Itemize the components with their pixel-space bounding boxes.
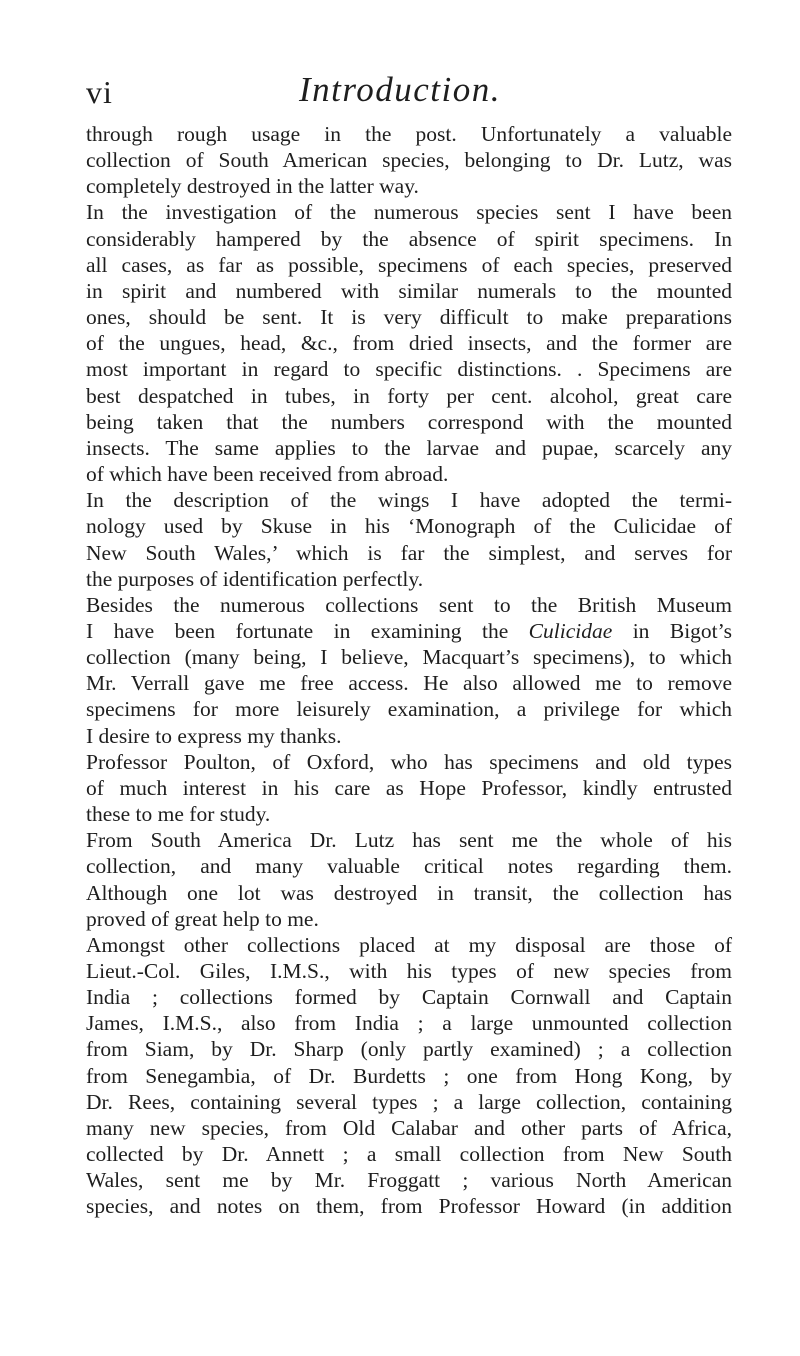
body-text: [86, 121, 732, 1220]
text-line: many new species, from Old Calabar and other parts of Africa,: [86, 1115, 732, 1140]
text-line: specimens for more leisurely examination, a privilege for which: [86, 697, 732, 722]
text-line: From South America Dr. Lutz has sent me the whole of his: [86, 828, 732, 853]
text-line: Professor Poulton, of Oxford, who has specimens and old types: [86, 749, 732, 774]
text-line: Lieut.-Col. Giles, I.M.S., with his types of new species from: [86, 959, 732, 983]
text-line: being taken that the numbers correspond with the mounted: [86, 409, 732, 434]
text-line: Amongst other collections placed at my disposal are those of: [86, 932, 732, 957]
text-line: from Siam, by Dr. Sharp (only partly examined) ; a collection: [86, 1037, 732, 1062]
text-line: New South Wales,’ which is far the simplest, and serves for: [86, 540, 732, 565]
text-line: these to me for study.: [86, 802, 271, 827]
text-line: Wales, sent me by Mr. Froggatt ; various North American: [86, 1168, 732, 1193]
text-fragment: I have been fortunate in examining the: [86, 618, 529, 643]
text-line: from Senegambia, of Dr. Burdetts ; one from Hong Kong, by: [86, 1063, 732, 1088]
text-line: collection, and many valuable critical notes regarding them.: [86, 854, 732, 879]
text-line: species, and notes on them, from Professor Howard (in addition: [86, 1194, 732, 1219]
text-line: considerably hampered by the absence of spirit specimens. In: [86, 226, 732, 251]
paragraph: [86, 827, 732, 932]
text-line: through rough usage in the post. Unfortunately a valuable: [86, 122, 732, 146]
italic-term: Culicidae: [528, 618, 613, 643]
text-line: In the investigation of the numerous species sent I have been: [86, 200, 732, 225]
text-line: [86, 618, 732, 644]
paragraph: [86, 749, 732, 827]
text-line: In the description of the wings I have adopted the termi-: [86, 488, 732, 513]
text-line: most important in regard to specific distinctions. . Specimens are: [86, 357, 732, 382]
paragraph: [86, 932, 732, 1220]
paragraph: [86, 487, 732, 592]
page-header: [0, 66, 800, 116]
paragraph: [86, 199, 732, 487]
text-line: collected by Dr. Annett ; a small collection from New South: [86, 1142, 732, 1167]
text-line: Besides the numerous collections sent to the British Museum: [86, 592, 732, 617]
text-line: of much interest in his care as Hope Professor, kindly entrusted: [86, 775, 732, 800]
text-line: Although one lot was destroyed in transit, the collection has: [86, 880, 732, 905]
text-line: James, I.M.S., also from India ; a large unmounted collection: [86, 1011, 732, 1036]
text-line: the purposes of identification perfectly.: [86, 566, 424, 591]
text-line: insects. The same applies to the larvae and pupae, scarcely any: [86, 435, 732, 460]
text-line: proved of great help to me.: [86, 906, 319, 931]
text-line: ones, should be sent. It is very difficult to make preparations: [86, 305, 732, 330]
text-fragment: in Bigot’s: [612, 618, 732, 643]
text-line: Mr. Verrall gave me free access. He also allowed me to remove: [86, 671, 732, 696]
text-line: best despatched in tubes, in forty per cent. alcohol, great care: [86, 383, 732, 408]
text-line: of the ungues, head, &c., from dried insects, and the former are: [86, 331, 732, 356]
text-line: all cases, as far as possible, specimens of each species, preserved: [86, 252, 732, 277]
text-line: Dr. Rees, containing several types ; a large collection, containing: [86, 1089, 732, 1114]
page-number: vi: [86, 74, 113, 110]
text-line: in spirit and numbered with similar numerals to the mounted: [86, 278, 732, 303]
paragraph: [86, 592, 732, 749]
text-line: of which have been received from abroad.: [86, 462, 449, 487]
text-line: I desire to express my thanks.: [86, 723, 342, 748]
paragraph: [86, 121, 732, 199]
text-line: India ; collections formed by Captain Cornwall and Captain: [86, 985, 732, 1010]
text-line: completely destroyed in the latter way.: [86, 174, 419, 199]
running-title: Introduction.: [299, 70, 501, 109]
text-line: collection of South American species, belonging to Dr. Lutz, was: [86, 148, 732, 173]
text-line: nology used by Skuse in his ‘Monograph of the Culicidae of: [86, 514, 732, 539]
text-line: collection (many being, I believe, Macquart’s specimens), to which: [86, 645, 732, 670]
